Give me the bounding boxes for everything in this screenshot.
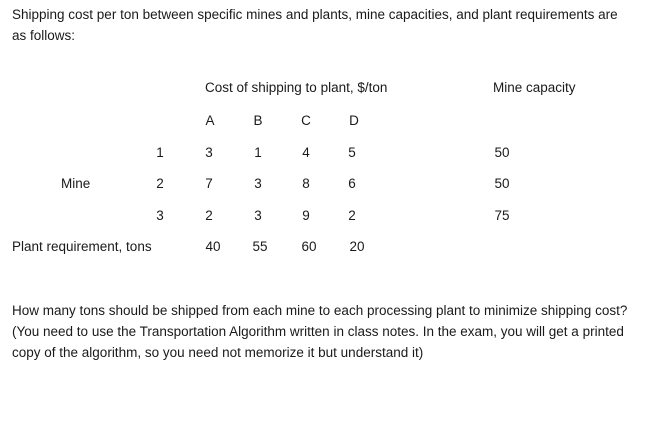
cost-cell: 3: [205, 145, 213, 160]
requirement-cell: 40: [205, 239, 221, 254]
mine-id-3: 3: [156, 208, 164, 223]
cost-cell: 2: [205, 208, 213, 223]
cost-cell: 4: [302, 145, 310, 160]
mine-label: Mine: [61, 176, 91, 191]
capacity-cell: 50: [494, 145, 510, 160]
requirement-cell: 60: [301, 239, 317, 254]
intro-paragraph: Shipping cost per ton between specific mines and plants, mine capacities, and plant requirements are as follows:: [12, 7, 618, 43]
capacity-header: Mine capacity: [493, 80, 576, 95]
plant-header-c: C: [301, 113, 311, 128]
cost-cell: 5: [348, 145, 356, 160]
capacity-cell: 75: [494, 208, 510, 223]
cost-cell: 8: [302, 176, 310, 191]
mine-id-2: 2: [156, 176, 164, 191]
requirement-label: Plant requirement, tons: [12, 239, 152, 254]
requirement-cell: 20: [349, 239, 365, 254]
cost-header: Cost of shipping to plant, $/ton: [205, 80, 388, 95]
question-paragraph: How many tons should be shipped from each mine to each processing plant to minimize shipping cost? (You need to use the Transportation Algorithm written in class notes. In the exam, you will get a printed copy of the algorithm, so you need not memorize it but understand it): [12, 303, 628, 360]
cost-cell: 3: [254, 176, 262, 191]
cost-cell: 7: [205, 176, 213, 191]
cost-cell: 9: [302, 208, 310, 223]
cost-cell: 1: [254, 145, 262, 160]
requirement-cell: 55: [252, 239, 268, 254]
cost-cell: 6: [348, 176, 356, 191]
cost-cell: 2: [348, 208, 356, 223]
plant-header-b: B: [253, 113, 263, 128]
plant-header-d: D: [349, 113, 359, 128]
capacity-cell: 50: [494, 176, 510, 191]
mine-id-1: 1: [156, 145, 164, 160]
cost-cell: 3: [254, 208, 262, 223]
plant-header-a: A: [205, 113, 215, 128]
